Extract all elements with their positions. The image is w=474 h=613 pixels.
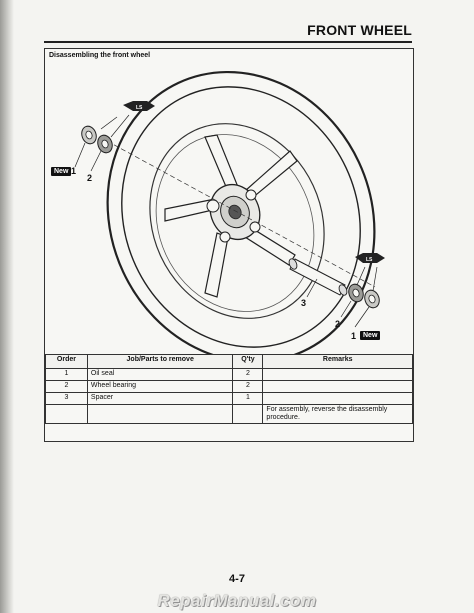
footer-part xyxy=(87,405,233,424)
row-part: Wheel bearing xyxy=(87,381,233,393)
leader-one-right xyxy=(355,307,369,327)
table-row xyxy=(46,393,413,405)
figure-title: Disassembling the front wheel xyxy=(49,52,151,59)
header-part: Job/Parts to remove xyxy=(87,355,233,369)
row-qty: 1 xyxy=(233,393,263,405)
new-badge-right: New xyxy=(360,331,380,340)
left-ls-label: LS xyxy=(136,105,143,111)
header-rule xyxy=(44,41,412,43)
figure-frame xyxy=(44,48,414,442)
new-badge-left: New xyxy=(51,167,71,176)
table-row-footer xyxy=(46,405,413,424)
callout-two-left: 2 xyxy=(87,173,93,183)
header-qty: Q'ty xyxy=(233,355,263,369)
right-leader-a xyxy=(357,267,365,285)
header-remarks: Remarks xyxy=(263,355,413,369)
footer-order xyxy=(46,405,88,424)
row-remarks xyxy=(263,369,413,381)
row-order: 1 xyxy=(46,369,88,381)
row-part: Spacer xyxy=(87,393,233,405)
footer-remarks: For assembly, reverse the disassembly procedure. xyxy=(263,405,413,424)
header-order: Order xyxy=(46,355,88,369)
callout-one-left: 1 xyxy=(71,166,77,176)
left-oil-seal xyxy=(79,124,98,146)
leader-one-left xyxy=(75,143,85,167)
leader-two-right xyxy=(341,301,351,317)
axle-centerline xyxy=(107,141,375,287)
left-leader-a xyxy=(101,117,117,129)
page-number: 4-7 xyxy=(229,573,245,585)
page-title: FRONT WHEEL xyxy=(307,22,412,38)
left-leader-b xyxy=(111,115,129,137)
row-order: 3 xyxy=(46,393,88,405)
callout-one-right: 1 xyxy=(351,331,357,341)
row-qty: 2 xyxy=(233,381,263,393)
right-ls-label: LS xyxy=(366,257,373,263)
callout-three: 3 xyxy=(301,298,307,308)
watermark: RepairManual.com xyxy=(157,591,317,610)
right-wheel-bearing xyxy=(346,282,365,304)
page-spine xyxy=(0,0,14,613)
spacer xyxy=(288,258,349,297)
right-oil-seal xyxy=(362,288,381,310)
row-order: 2 xyxy=(46,381,88,393)
wheel-exploded-diagram xyxy=(45,49,413,354)
footer-qty xyxy=(233,405,263,424)
row-remarks xyxy=(263,381,413,393)
table-row xyxy=(46,381,413,393)
parts-table xyxy=(45,354,413,424)
row-part: Oil seal xyxy=(87,369,233,381)
table-row xyxy=(46,369,413,381)
right-leader-b xyxy=(373,267,377,291)
table-header-row xyxy=(46,355,413,369)
callout-two-right: 2 xyxy=(335,319,341,329)
row-qty: 2 xyxy=(233,369,263,381)
leader-two-left xyxy=(91,151,101,171)
row-remarks xyxy=(263,393,413,405)
